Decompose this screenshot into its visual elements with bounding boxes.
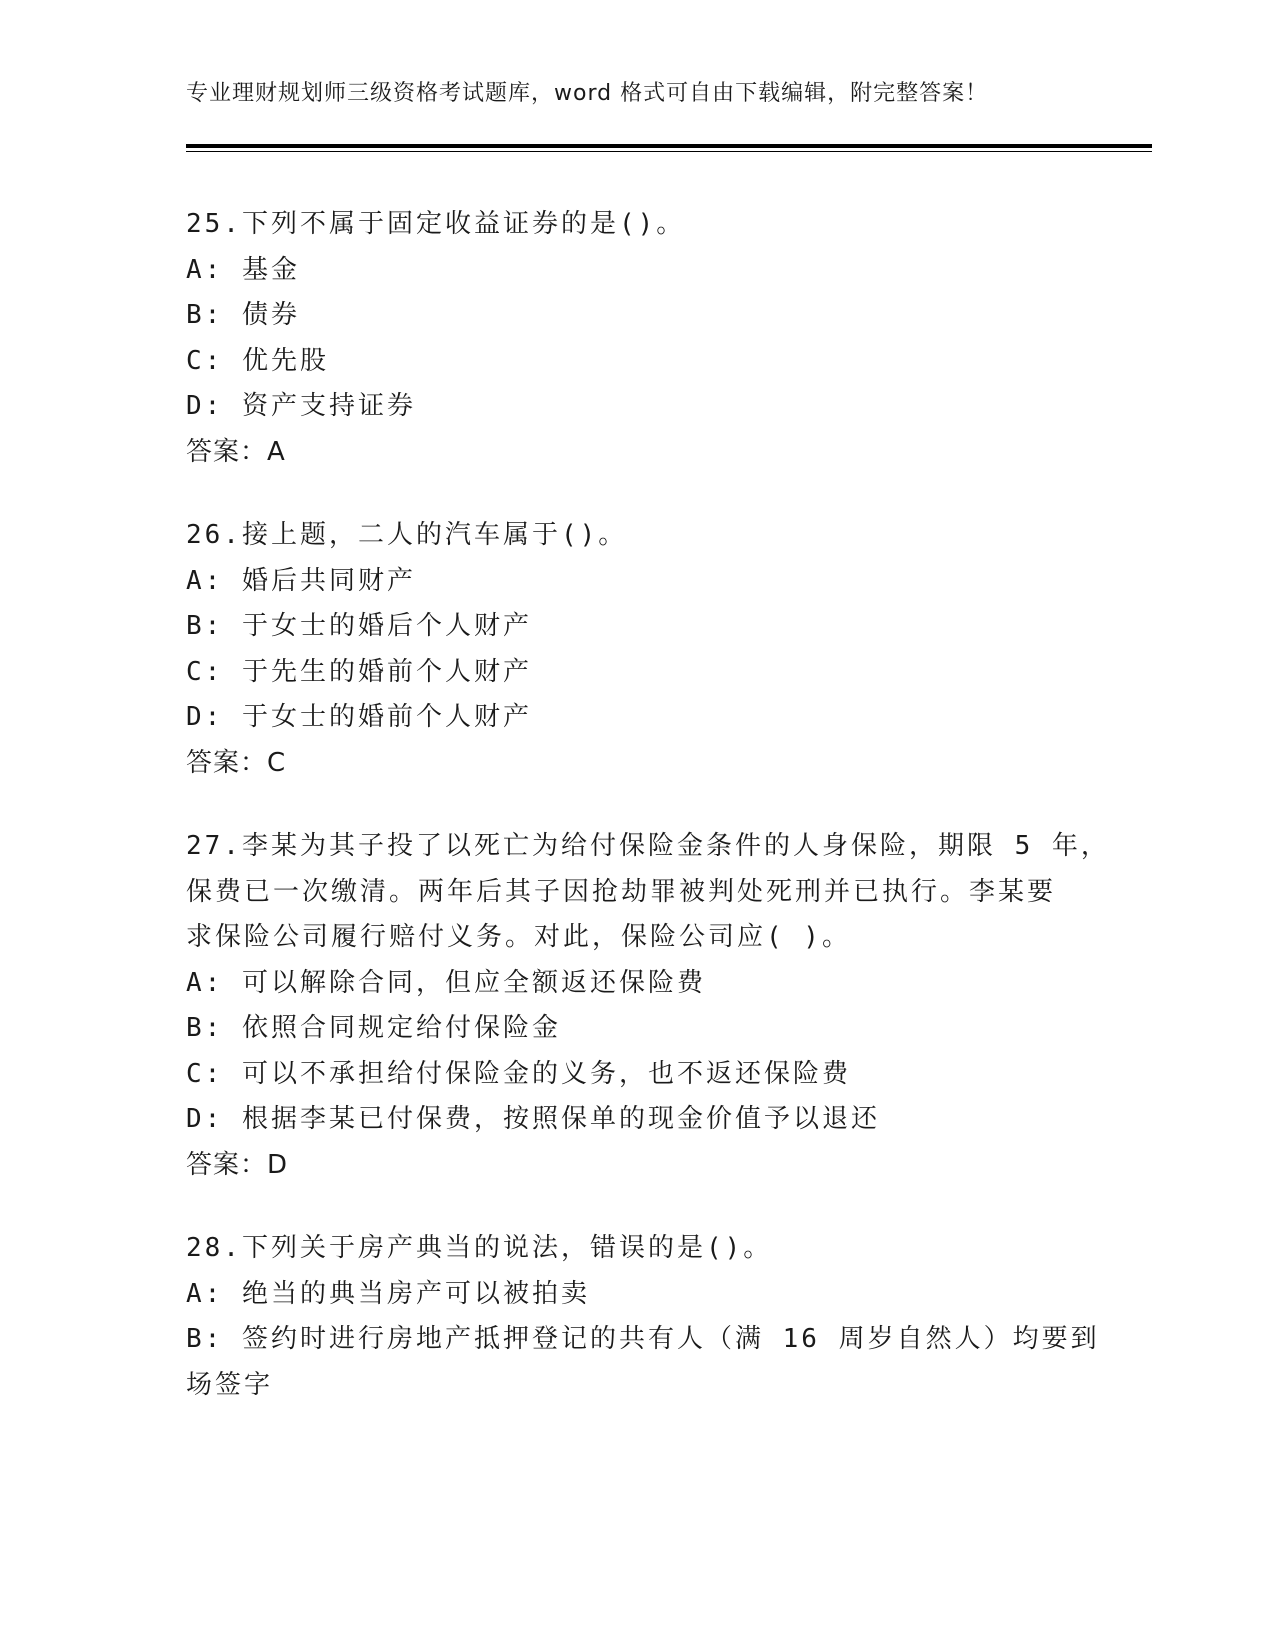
option-text: 婚后共同财产 <box>241 565 416 596</box>
option-text: 绝当的典当房产可以被拍卖 <box>241 1278 590 1309</box>
option-a <box>186 1272 1086 1318</box>
option-key: A: <box>186 967 224 998</box>
option-c <box>186 1052 1086 1098</box>
option-text: 可以不承担给付保险金的义务，也不返还保险费 <box>241 1058 851 1089</box>
option-d <box>186 384 1086 430</box>
option-key: C: <box>186 345 224 376</box>
answer-line: 答案：A <box>186 436 286 467</box>
option-key: A: <box>186 1278 224 1309</box>
option-text: 资产支持证券 <box>241 391 416 421</box>
question-stem <box>186 202 1086 248</box>
question-25 <box>186 202 1086 475</box>
stem-line: 27.李某为其子投了以死亡为给付保险金条件的人身保险，期限 5 年， <box>186 831 1110 861</box>
header-rule-thin <box>186 151 1152 152</box>
option-b <box>186 604 1086 650</box>
option-a <box>186 248 1086 294</box>
option-key: D: <box>186 702 224 732</box>
answer-line: 答案：C <box>186 747 287 778</box>
option-b-continuation: 场签字 <box>186 1369 274 1400</box>
question-28 <box>186 1226 1100 1408</box>
option-key: D: <box>186 1104 224 1134</box>
option-key: C: <box>186 1058 224 1089</box>
option-text: 根据李某已付保费，按照保单的现金价值予以退还 <box>241 1104 880 1134</box>
question-27 <box>186 824 1110 1188</box>
option-text: 于女士的婚后个人财产 <box>241 611 532 641</box>
option-d <box>186 1097 1086 1143</box>
option-b <box>186 293 1086 339</box>
question-stem <box>186 513 1086 559</box>
header-rule-thick <box>186 144 1152 148</box>
question-list <box>186 202 1110 1446</box>
stem-line: 25.下列不属于固定收益证券的是()。 <box>186 209 686 239</box>
option-c <box>186 339 1086 385</box>
stem-line: 求保险公司履行赔付义务。对此，保险公司应( )。 <box>186 922 851 952</box>
answer-line: 答案：D <box>186 1149 289 1180</box>
option-b <box>186 1317 1100 1363</box>
question-stem <box>186 1226 1086 1272</box>
option-key: B: <box>186 300 224 330</box>
option-key: B: <box>186 1013 224 1043</box>
option-c <box>186 650 1086 696</box>
stem-line: 28.下列关于房产典当的说法，错误的是()。 <box>186 1233 773 1263</box>
option-key: B: <box>186 611 224 641</box>
option-text: 于女士的婚前个人财产 <box>241 702 532 732</box>
stem-line: 保费已一次缴清。两年后其子因抢劫罪被判处死刑并已执行。李某要 <box>186 876 1057 907</box>
option-key: D: <box>186 391 224 421</box>
question-26 <box>186 513 1086 786</box>
option-text: 可以解除合同，但应全额返还保险费 <box>241 967 706 998</box>
option-key: A: <box>186 254 224 285</box>
option-key: A: <box>186 565 224 596</box>
option-key: B: <box>186 1324 224 1354</box>
option-text: 依照合同规定给付保险金 <box>241 1013 561 1043</box>
option-text: 基金 <box>241 254 300 285</box>
question-stem <box>186 824 1110 961</box>
option-d <box>186 695 1086 741</box>
option-key: C: <box>186 656 224 687</box>
option-text: 优先股 <box>241 345 329 376</box>
stem-line: 26.接上题，二人的汽车属于()。 <box>186 520 628 550</box>
option-b <box>186 1006 1086 1052</box>
option-text: 债券 <box>241 300 300 330</box>
option-a <box>186 961 1086 1007</box>
option-text: 签约时进行房地产抵押登记的共有人（满 16 周岁自然人）均要到 <box>241 1324 1100 1354</box>
page-header: 专业理财规划师三级资格考试题库，word 格式可自由下载编辑，附完整答案！ <box>186 81 989 106</box>
option-text: 于先生的婚前个人财产 <box>241 656 532 687</box>
option-a <box>186 559 1086 605</box>
